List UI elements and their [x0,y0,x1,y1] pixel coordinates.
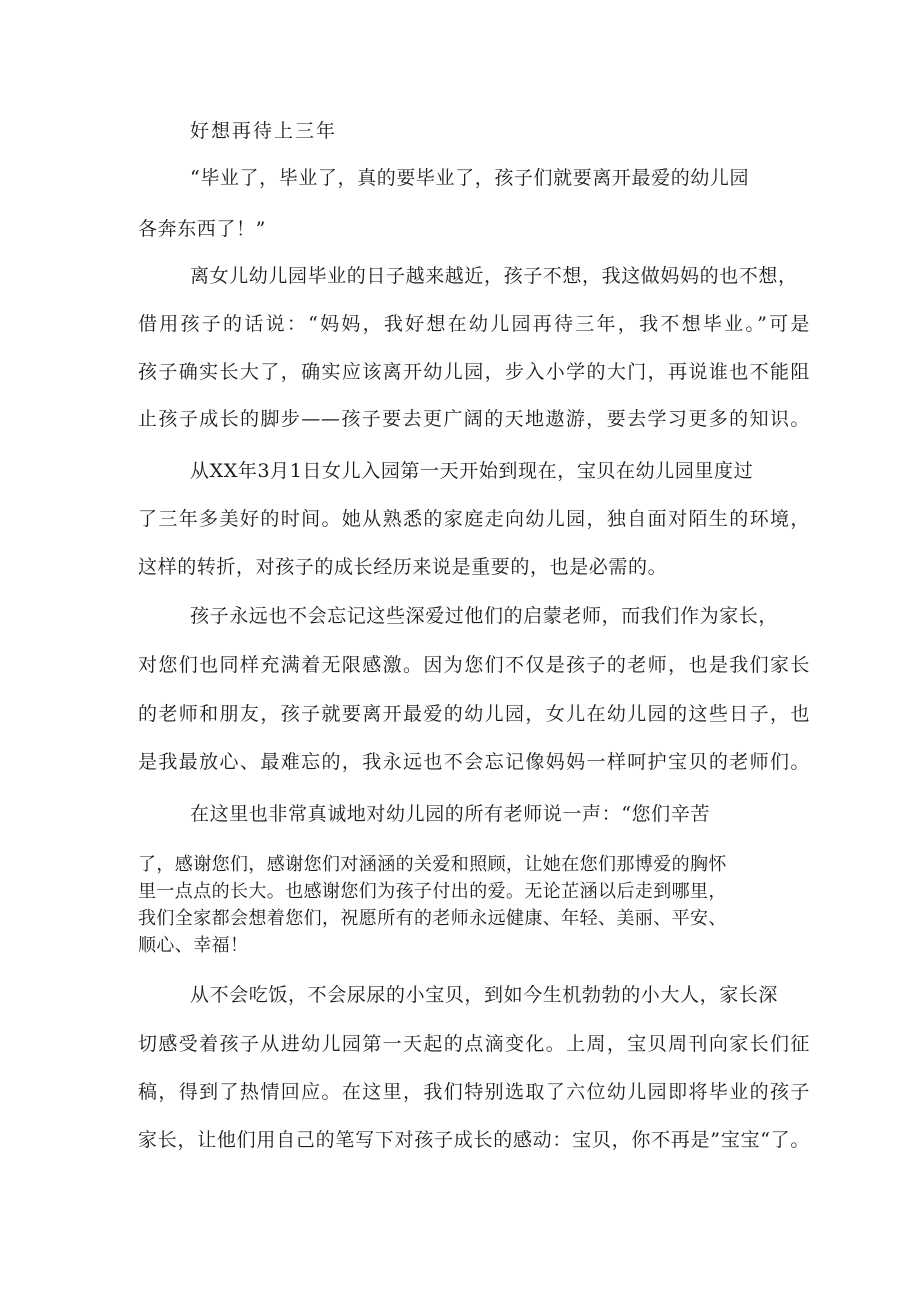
paragraph-4-line-3: 的老师和朋友，孩子就要离开最爱的幼儿园，女儿在幼儿园的这些日子，也 [138,703,810,725]
document-title: 好想再待上三年 [190,120,338,142]
paragraph-2-line-1: 离女儿幼儿园毕业的日子越来越近，孩子不想，我这做妈妈的也不想， [190,265,798,287]
paragraph-6-line-1: 从不会吃饭，不会尿尿的小宝贝，到如今生机勃勃的小大人，家长深 [190,984,779,1006]
paragraph-3-line-3: 这样的转折，对孩子的成长经历来说是重要的，也是必需的。 [138,556,668,578]
paragraph-5-line-2: 了，感谢您们，感谢您们对涵涵的关爱和照顾，让她在您们那博爱的胸怀 [138,854,727,875]
paragraph-5-line-4: 我们全家都会想着您们，祝愿所有的老师永远健康、年轻、美丽、平安、 [138,908,727,929]
paragraph-5-line-3: 里一点点的长大。也感谢您们为孩子付出的爱。无论芷涵以后走到哪里， [138,881,727,902]
paragraph-3-line-2: 了三年多美好的时间。她从熟悉的家庭走向幼儿园，独自面对陌生的环境， [138,508,810,530]
paragraph-4-line-2: 对您们也同样充满着无限感激。因为您们不仅是孩子的老师，也是我们家长 [138,654,810,676]
paragraph-4-line-1: 孩子永远也不会忘记这些深爱过他们的启蒙老师，而我们作为家长， [190,605,779,627]
paragraph-1-line-2: 各奔东西了！” [138,218,266,240]
paragraph-5-line-5: 顺心、幸福！ [138,935,249,956]
paragraph-6-line-3: 稿，得到了热情回应。在这里，我们特别选取了六位幼儿园即将毕业的孩子 [138,1081,810,1103]
paragraph-6-line-4: 家长，让他们用自己的笔写下对孩子成长的感动：宝贝，你不再是”宝宝“了。 [138,1129,810,1151]
paragraph-5-line-1: 在这里也非常真诚地对幼儿园的所有老师说一声：“您们辛苦 [190,803,710,825]
paragraph-2-line-4: 止孩子成长的脚步——孩子要去更广阔的天地遨游，要去学习更多的知识。 [138,408,810,430]
paragraph-2-line-2: 借用孩子的话说：“妈妈，我好想在幼儿园再待三年，我不想毕业。”可是 [138,313,810,335]
paragraph-1-line-1: “毕业了，毕业了，真的要毕业了，孩子们就要离开最爱的幼儿园 [190,167,750,189]
paragraph-6-line-2: 切感受着孩子从进幼儿园第一天起的点滴变化。上周，宝贝周刊向家长们征 [138,1033,810,1055]
paragraph-2-line-3: 孩子确实长大了，确实应该离开幼儿园，步入小学的大门，再说谁也不能阻 [138,361,810,383]
paragraph-3-line-1: 从XX年3月1日女儿入园第一天开始到现在，宝贝在幼儿园里度过 [190,460,754,482]
paragraph-4-line-4: 是我最放心、最难忘的，我永远也不会忘记像妈妈一样呵护宝贝的老师们。 [138,751,810,773]
